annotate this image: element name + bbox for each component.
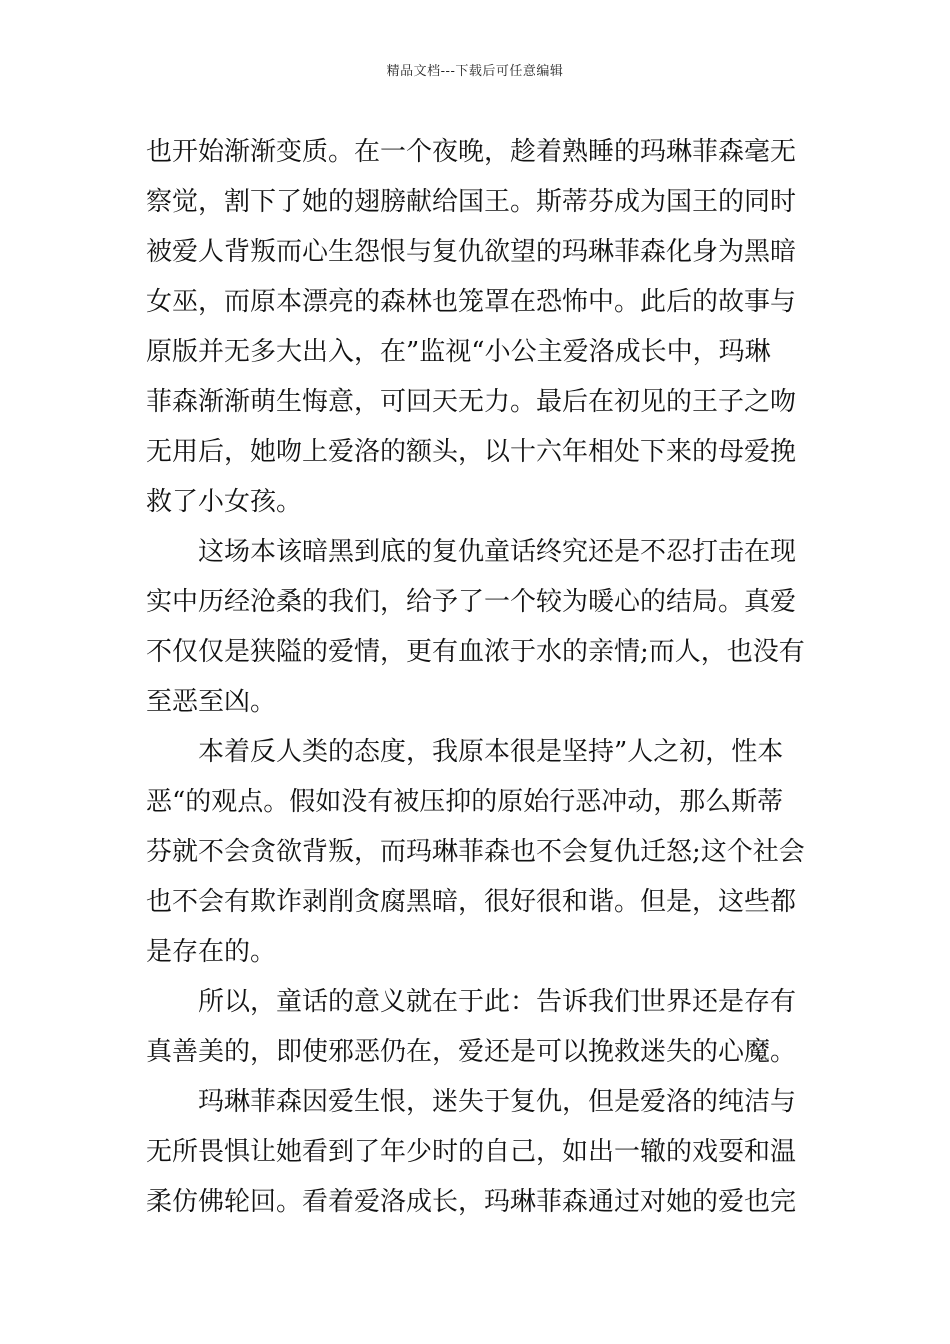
text-line: 本着反人类的态度，我原本很是坚持”人之初，性本 xyxy=(198,737,784,767)
paragraph xyxy=(146,1077,808,1227)
text-line: 无所畏惧让她看到了年少时的自己，如出一辙的戏耍和温 xyxy=(146,1137,797,1167)
text-line: 是存在的。 xyxy=(146,937,277,967)
text-line: 实中历经沧桑的我们，给予了一个较为暖心的结局。真爱 xyxy=(146,587,797,617)
text-line: 察觉，割下了她的翅膀献给国王。斯蒂芬成为国王的同时 xyxy=(146,187,797,217)
article-body xyxy=(146,127,808,1227)
page-header: 精品文档---下载后可任意编辑 xyxy=(386,64,564,79)
text-line: 这场本该暗黑到底的复仇童话终究还是不忍打击在现 xyxy=(198,537,797,567)
text-line: 柔仿佛轮回。看着爱洛成长，玛琳菲森通过对她的爱也完 xyxy=(146,1187,797,1217)
text-line: 菲森渐渐萌生悔意，可回天无力。最后在初见的王子之吻 xyxy=(146,387,797,417)
text-line: 玛琳菲森因爱生恨，迷失于复仇，但是爱洛的纯洁与 xyxy=(198,1087,797,1117)
paragraph xyxy=(146,977,808,1077)
text-line: 被爱人背叛而心生怨恨与复仇欲望的玛琳菲森化身为黑暗 xyxy=(146,237,797,267)
paragraph xyxy=(146,127,808,527)
text-line: 至恶至凶。 xyxy=(146,687,277,717)
text-line: 不仅仅是狭隘的爱情，更有血浓于水的亲情;而人，也没有 xyxy=(146,637,805,667)
text-line: 芬就不会贪欲背叛，而玛琳菲森也不会复仇迁怒;这个社会 xyxy=(146,837,805,867)
paragraph xyxy=(146,727,808,977)
text-line: 无用后，她吻上爱洛的额头，以十六年相处下来的母爱挽 xyxy=(146,437,797,467)
text-line: 也开始渐渐变质。在一个夜晚，趁着熟睡的玛琳菲森毫无 xyxy=(146,137,797,167)
text-line: 女巫，而原本漂亮的森林也笼罩在恐怖中。此后的故事与 xyxy=(146,287,797,317)
text-line: 也不会有欺诈剥削贪腐黑暗，很好很和谐。但是，这些都 xyxy=(146,887,797,917)
paragraph xyxy=(146,527,808,727)
text-line: 所以，童话的意义就在于此：告诉我们世界还是存有 xyxy=(198,987,797,1017)
text-line: 救了小女孩。 xyxy=(146,487,303,517)
text-line: 恶“的观点。假如没有被压抑的原始行恶冲动，那么斯蒂 xyxy=(146,787,784,817)
text-line: 真善美的，即使邪恶仍在，爱还是可以挽救迷失的心魔。 xyxy=(146,1037,797,1067)
text-line: 原版并无多大出入，在”监视“小公主爱洛成长中，玛琳 xyxy=(146,337,771,367)
